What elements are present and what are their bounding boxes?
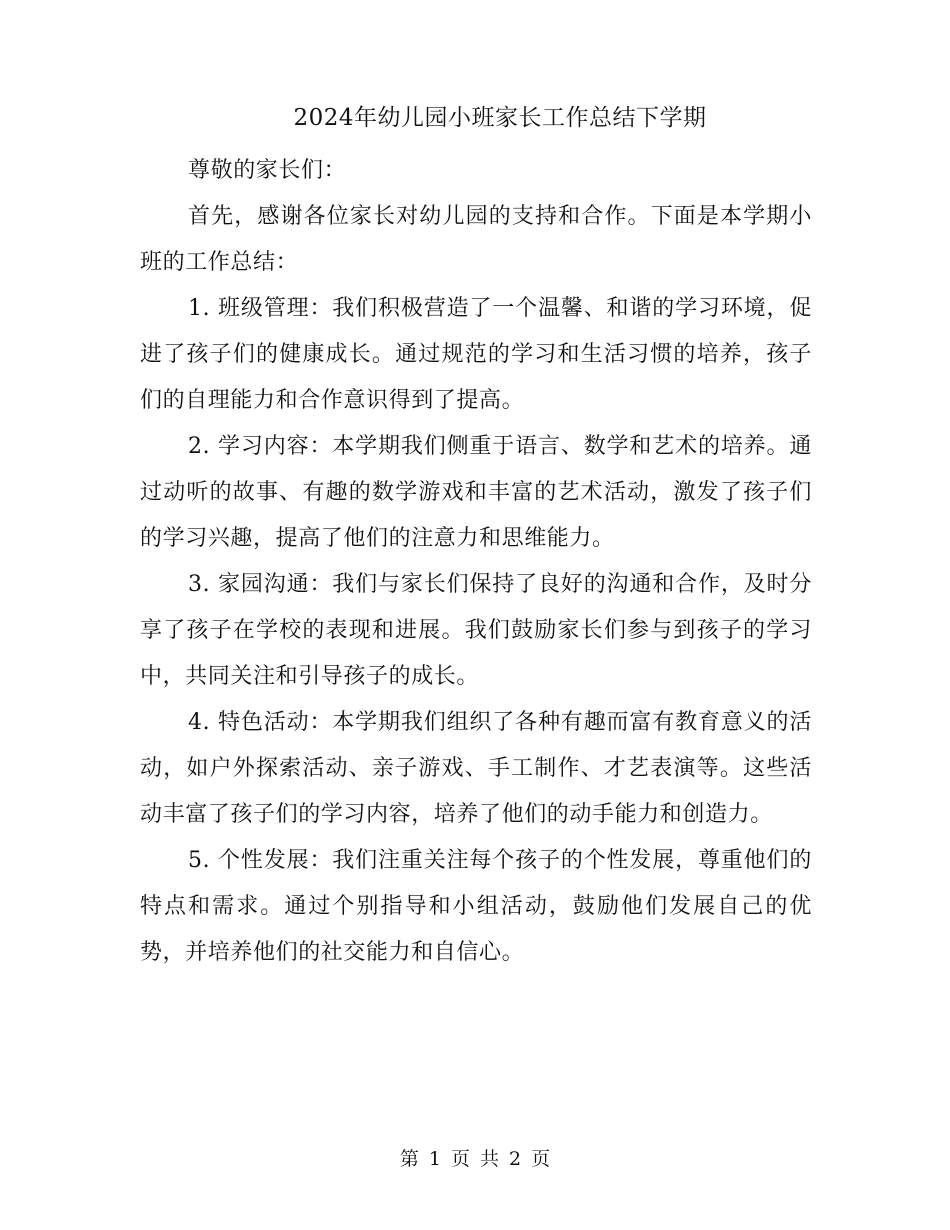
paragraph-class-management: 1. 班级管理：我们积极营造了一个温馨、和谐的学习环境，促进了孩子们的健康成长。通过规范的学习和生活习惯的培养，孩子们的自理能力和合作意识得到了提高。 bbox=[140, 296, 812, 413]
paragraph-intro: 首先，感谢各位家长对幼儿园的支持和合作。下面是本学期小班的工作总结： bbox=[140, 204, 812, 275]
paragraph-special-activities: 4. 特色活动：本学期我们组织了各种有趣而富有教育意义的活动，如户外探索活动、亲子游戏、手工制作、才艺表演等。这些活动丰富了孩子们的学习内容，培养了他们的动手能力和创造力。 bbox=[140, 710, 812, 827]
salutation: 尊敬的家长们： bbox=[188, 158, 347, 183]
document-body bbox=[140, 148, 812, 976]
paragraph-personal-development: 5. 个性发展：我们注重关注每个孩子的个性发展，尊重他们的特点和需求。通过个别指导和小组活动，鼓励他们发展自己的优势，并培养他们的社交能力和自信心。 bbox=[140, 848, 812, 965]
document-title: 2024年幼儿园小班家长工作总结下学期 bbox=[293, 105, 707, 131]
page-number-footer: 第 1 页 共 2 页 bbox=[399, 1148, 551, 1170]
paragraph-home-school-communication: 3. 家园沟通：我们与家长们保持了良好的沟通和合作，及时分享了孩子在学校的表现和进展。我们鼓励家长们参与到孩子的学习中，共同关注和引导孩子的成长。 bbox=[140, 572, 812, 689]
paragraph-learning-content: 2. 学习内容：本学期我们侧重于语言、数学和艺术的培养。通过动听的故事、有趣的数学游戏和丰富的艺术活动，激发了孩子们的学习兴趣，提高了他们的注意力和思维能力。 bbox=[140, 434, 812, 551]
